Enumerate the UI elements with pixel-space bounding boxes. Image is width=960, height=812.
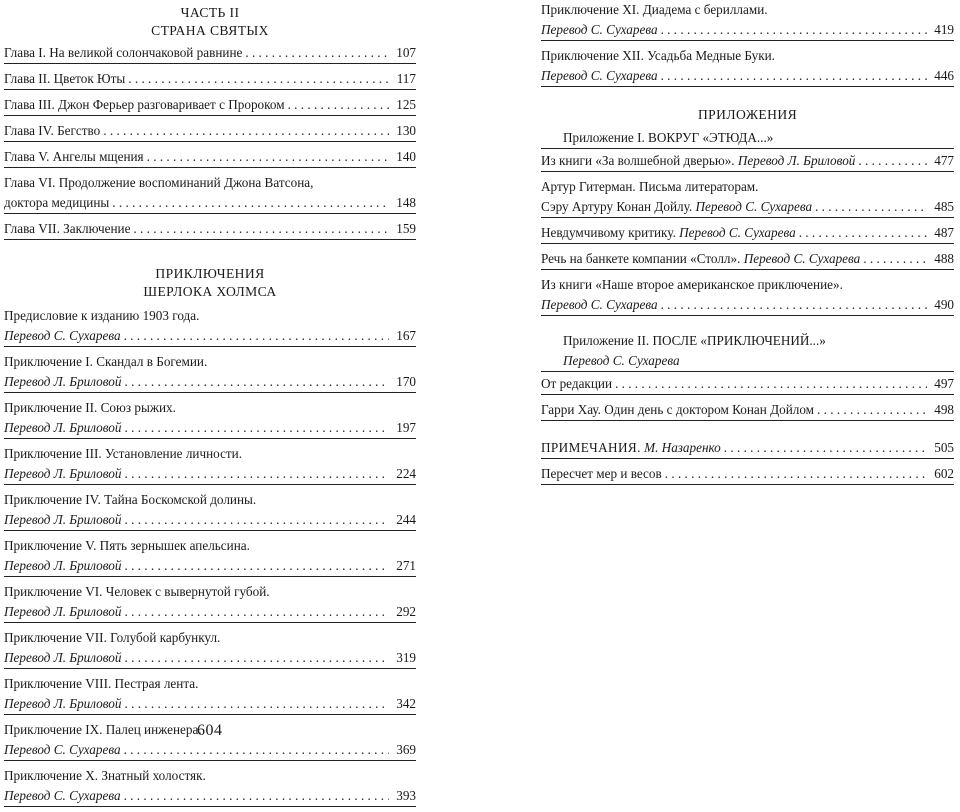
- divider: [541, 458, 954, 459]
- toc-entry[interactable]: [4, 121, 416, 142]
- translator: Перевод С. Сухарева: [743, 251, 861, 266]
- translator: Перевод Л. Бриловой: [4, 512, 122, 527]
- translator: Перевод Л. Бриловой: [4, 604, 122, 619]
- divider: [4, 760, 416, 761]
- dot-leader: [125, 602, 390, 622]
- page-number: 130: [396, 123, 416, 138]
- divider: [4, 714, 416, 715]
- dot-leader: [665, 464, 927, 484]
- page-number: 319: [396, 650, 416, 665]
- page-number: 498: [934, 402, 954, 417]
- page-number: 497: [934, 376, 954, 391]
- entry-title: Приключение I. Скандал в Богемии.: [4, 354, 208, 369]
- dot-leader: [147, 147, 389, 167]
- toc-entry[interactable]: [4, 490, 416, 531]
- dot-leader: [125, 510, 390, 530]
- translator: Перевод С. Сухарева: [4, 788, 121, 803]
- dot-leader: [125, 648, 390, 668]
- entry-title: Из книги «Наше второе американское приключение».: [541, 277, 843, 292]
- divider: [541, 394, 954, 395]
- toc-entry[interactable]: [541, 464, 954, 485]
- entry-title: Приключение VI. Человек с вывернутой губой.: [4, 584, 270, 599]
- entry-title: Приключение II. Союз рыжих.: [4, 400, 176, 415]
- toc-entry[interactable]: [4, 352, 416, 393]
- dot-leader: [125, 464, 390, 484]
- appendices-title: ПРИЛОЖЕНИЯ: [697, 107, 798, 122]
- dot-leader: [615, 374, 927, 394]
- entry-title: Глава I. На великой солончаковой равнине: [4, 45, 243, 60]
- dot-leader: [661, 66, 927, 86]
- page-number: 107: [396, 45, 416, 60]
- dot-leader: [815, 197, 927, 217]
- entry-title: Глава II. Цветок Юты: [4, 71, 126, 86]
- translator: Перевод С. Сухарева: [541, 297, 658, 312]
- toc-entry[interactable]: [4, 147, 416, 168]
- divider: [541, 269, 954, 270]
- toc-entry[interactable]: [541, 177, 954, 218]
- toc-entry[interactable]: [4, 628, 416, 669]
- toc-entry[interactable]: [4, 766, 416, 807]
- divider: [4, 622, 416, 623]
- divider: [4, 213, 416, 214]
- toc-entry[interactable]: [4, 674, 416, 715]
- page-number: 197: [396, 420, 416, 435]
- page-number: 140: [396, 149, 416, 164]
- entry-title: Приключение XI. Диадема с бериллами.: [541, 2, 768, 17]
- page-number: 167: [396, 328, 416, 343]
- toc-entry[interactable]: [541, 249, 954, 270]
- page-number: 271: [396, 558, 416, 573]
- dot-leader: [799, 223, 927, 243]
- part-title: ЧАСТЬ II: [180, 5, 240, 20]
- entry-title: Гарри Хау. Один день с доктором Конан Дойлом: [541, 402, 815, 417]
- entry-title: Приключение IV. Тайна Боскомской долины.: [4, 492, 257, 507]
- divider: [541, 420, 954, 421]
- page-number: 244: [396, 512, 416, 527]
- divider: [4, 63, 416, 64]
- page-number: 292: [396, 604, 416, 619]
- divider: [541, 171, 954, 172]
- entry-title: Приключение VIII. Пестрая лента.: [4, 676, 199, 691]
- dot-leader: [724, 438, 927, 458]
- divider: [4, 89, 416, 90]
- translator: Перевод С. Сухарева: [679, 225, 796, 240]
- translator: Перевод С. Сухарева: [695, 199, 813, 214]
- page-number: 342: [396, 696, 416, 711]
- dot-leader: [858, 151, 927, 171]
- dot-leader: [661, 20, 927, 40]
- page-number: 125: [396, 97, 416, 112]
- toc-entry[interactable]: [4, 69, 416, 90]
- left-page: [4, 0, 416, 812]
- toc-entry[interactable]: [541, 151, 954, 172]
- page-number: 170: [396, 374, 416, 389]
- toc-entry[interactable]: [541, 0, 954, 41]
- dot-leader: [125, 418, 390, 438]
- page-number: 477: [934, 153, 954, 168]
- divider: [4, 239, 416, 240]
- translator: Перевод Л. Бриловой: [4, 420, 122, 435]
- dot-leader: [288, 95, 389, 115]
- part-subtitle: СТРАНА СВЯТЫХ: [151, 23, 269, 38]
- page-number: 490: [934, 297, 954, 312]
- toc-entry[interactable]: [4, 582, 416, 623]
- divider: [541, 315, 954, 316]
- appendix-2-title: Приложение II. ПОСЛЕ «ПРИКЛЮЧЕНИЙ...»: [563, 333, 826, 348]
- toc-entry[interactable]: [541, 275, 954, 316]
- page-number: 485: [934, 199, 954, 214]
- divider: [4, 167, 416, 168]
- divider: [541, 243, 954, 244]
- dot-leader: [661, 295, 927, 315]
- dot-leader: [245, 43, 389, 63]
- toc-entry[interactable]: [541, 400, 954, 421]
- translator: Перевод С. Сухарева: [541, 22, 658, 37]
- entry-title: Глава IV. Бегство: [4, 123, 101, 138]
- dot-leader: [133, 219, 389, 239]
- translator: Перевод С. Сухарева: [4, 328, 121, 343]
- divider: [4, 806, 416, 807]
- translator: Перевод Л. Бриловой: [4, 374, 122, 389]
- appendix-1-title: Приложение I. ВОКРУГ «ЭТЮДА...»: [563, 130, 774, 145]
- entry-title: Приключение III. Установление личности.: [4, 446, 243, 461]
- entry-title: Приключение IX. Палец инженера.: [4, 722, 202, 737]
- entry-title: Приключение XII. Усадьба Медные Буки.: [541, 48, 775, 63]
- divider: [4, 438, 416, 439]
- toc-entry[interactable]: [541, 46, 954, 87]
- dot-leader: [103, 121, 389, 141]
- entry-title: Приключение VII. Голубой карбункул.: [4, 630, 221, 645]
- translator: Перевод С. Сухарева: [541, 68, 658, 83]
- translator: Перевод С. Сухарева: [4, 742, 121, 757]
- page-number: 148: [396, 195, 416, 210]
- page-number: 487: [934, 225, 954, 240]
- divider: [4, 141, 416, 142]
- translator: Перевод Л. Бриловой: [4, 696, 122, 711]
- dot-leader: [863, 249, 927, 269]
- page-number: 446: [934, 68, 954, 83]
- toc-entry[interactable]: [4, 95, 416, 116]
- dot-leader: [817, 400, 927, 420]
- page-number: 505: [934, 440, 954, 455]
- page-number: 419: [934, 22, 954, 37]
- divider: [4, 668, 416, 669]
- toc-entry[interactable]: [541, 374, 954, 395]
- divider: [4, 115, 416, 116]
- toc-entry[interactable]: [4, 444, 416, 485]
- dot-leader: [124, 786, 389, 806]
- dot-leader: [128, 69, 389, 89]
- dot-leader: [124, 740, 389, 760]
- divider: [541, 86, 954, 87]
- page-number: 224: [396, 466, 416, 481]
- divider: [4, 530, 416, 531]
- appendix-2-translator: Перевод С. Сухарева: [563, 353, 680, 368]
- entry-title: Речь на банкете компании «Столл».: [541, 251, 741, 266]
- entry-title: Артур Гитерман. Письма литераторам.: [541, 179, 759, 194]
- entry-title: Глава V. Ангелы мщения: [4, 149, 144, 164]
- divider: [541, 217, 954, 218]
- page-number: 602: [934, 466, 954, 481]
- divider: [4, 346, 416, 347]
- entry-title: ПРИМЕЧАНИЯ.: [541, 440, 641, 455]
- page-number: 369: [396, 742, 416, 757]
- translator: Перевод Л. Бриловой: [4, 466, 122, 481]
- entry-title: Предисловие к изданию 1903 года.: [4, 308, 200, 323]
- entry-title: Глава III. Джон Ферьер разговаривает с Пророком: [4, 97, 285, 112]
- entry-title: От редакции: [541, 376, 612, 391]
- toc-entry[interactable]: [4, 306, 416, 347]
- entry-title: Невдумчивому критику.: [541, 225, 676, 240]
- entry-title-continued: доктора медицины: [4, 195, 110, 210]
- divider: [541, 371, 954, 372]
- section-title: ПРИКЛЮЧЕНИЯ: [155, 266, 265, 281]
- entry-title: Пересчет мер и весов: [541, 466, 662, 481]
- section-subtitle: ШЕРЛОКА ХОЛМСА: [143, 284, 277, 299]
- toc-entry[interactable]: [4, 398, 416, 439]
- entry-title: Приключение X. Знатный холостяк.: [4, 768, 206, 783]
- entry-title: Приключение V. Пять зернышек апельсина.: [4, 538, 250, 553]
- page-number: 117: [396, 71, 416, 86]
- divider: [541, 40, 954, 41]
- adventures-list: [541, 0, 954, 87]
- translator: Перевод Л. Бриловой: [4, 650, 122, 665]
- page-folio: 604: [197, 722, 223, 739]
- page-number: 488: [934, 251, 954, 266]
- toc-entry[interactable]: [541, 438, 954, 459]
- page-number: 393: [396, 788, 416, 803]
- translator: Перевод Л. Бриловой: [4, 558, 122, 573]
- dot-leader: [124, 326, 389, 346]
- dot-leader: [125, 372, 390, 392]
- toc-entry[interactable]: [4, 219, 416, 240]
- toc-entry[interactable]: [4, 173, 416, 214]
- page-number: 159: [396, 221, 416, 236]
- dot-leader: [125, 694, 390, 714]
- toc-entry[interactable]: [4, 43, 416, 64]
- toc-entry[interactable]: [541, 223, 954, 244]
- dot-leader: [125, 556, 390, 576]
- entry-title: Глава VI. Продолжение воспоминаний Джона Ватсона,: [4, 175, 314, 190]
- toc-entry[interactable]: [4, 536, 416, 577]
- dot-leader: [112, 193, 389, 213]
- divider: [541, 148, 954, 149]
- translator: Перевод Л. Бриловой: [737, 153, 856, 168]
- divider: [4, 576, 416, 577]
- right-page: [541, 0, 954, 490]
- entry-title-continued: Сэру Артуру Конан Дойлу.: [541, 199, 693, 214]
- entry-title: Глава VII. Заключение: [4, 221, 131, 236]
- author: М. Назаренко: [644, 440, 721, 455]
- entry-title: Из книги «За волшебной дверью».: [541, 153, 735, 168]
- divider: [4, 392, 416, 393]
- divider: [4, 484, 416, 485]
- divider: [541, 484, 954, 485]
